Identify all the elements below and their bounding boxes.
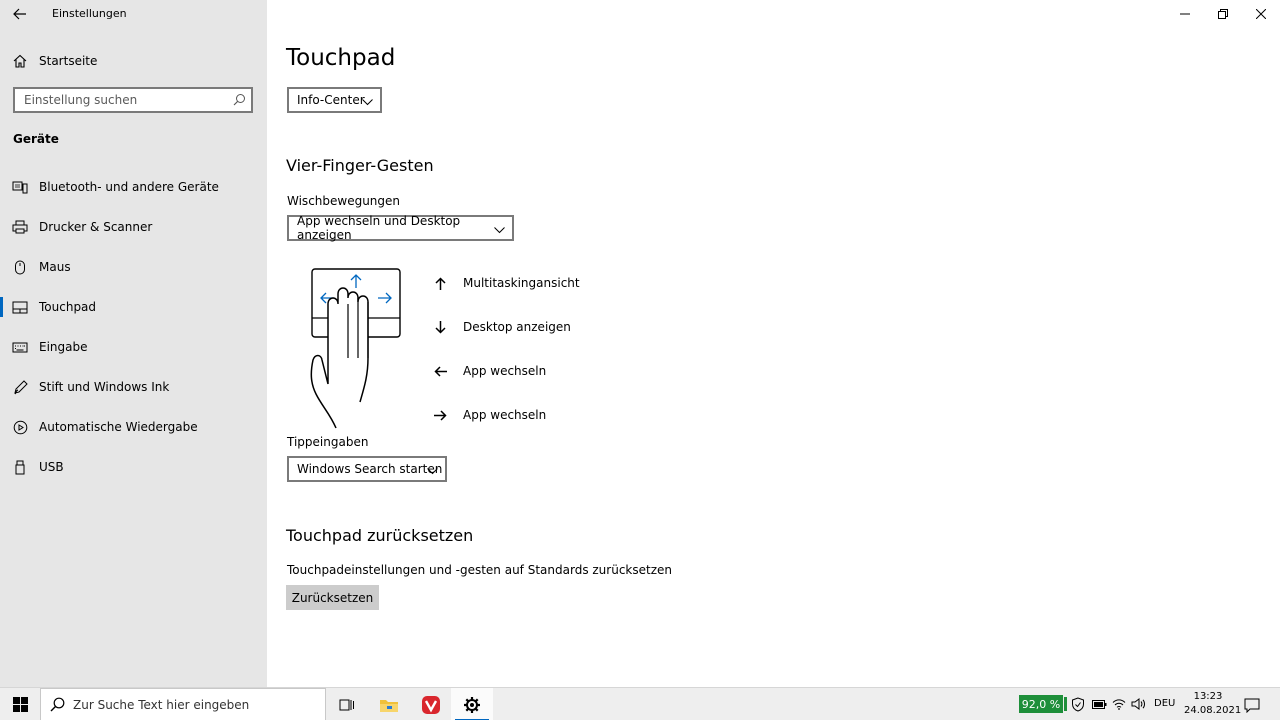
sidebar-item-printer[interactable] bbox=[0, 207, 267, 247]
page-title: Touchpad bbox=[286, 45, 396, 71]
pen-icon bbox=[12, 379, 28, 395]
sidebar-item-mouse[interactable] bbox=[0, 247, 267, 287]
sidebar-item-label: Eingabe bbox=[39, 340, 88, 354]
sidebar-item-label: USB bbox=[39, 460, 64, 474]
restore-button[interactable] bbox=[1204, 0, 1242, 28]
swipe-label: Wischbewegungen bbox=[287, 194, 401, 208]
action-center-button[interactable] bbox=[1240, 695, 1264, 715]
sidebar-item-label: Stift und Windows Ink bbox=[39, 380, 170, 394]
sidebar-item-input[interactable] bbox=[0, 327, 267, 367]
sidebar-item-label: Automatische Wiedergabe bbox=[39, 420, 198, 434]
vivaldi-button[interactable] bbox=[410, 688, 452, 720]
gear-icon bbox=[463, 696, 481, 714]
taskbar-search-input[interactable] bbox=[73, 695, 318, 715]
clock-date: 24.08.2021 bbox=[1184, 705, 1242, 716]
task-view-icon bbox=[339, 698, 355, 712]
reset-heading: Touchpad zurücksetzen bbox=[286, 526, 474, 545]
gesture-label: Desktop anzeigen bbox=[463, 320, 571, 334]
task-view-button[interactable] bbox=[326, 688, 368, 720]
dropdown-value: App wechseln und Desktop anzeigen bbox=[297, 214, 461, 242]
home-icon bbox=[12, 53, 28, 69]
chevron-down-icon bbox=[362, 95, 373, 109]
dropdown-value: Info-Center bbox=[297, 93, 365, 107]
gesture-label: Multitaskingansicht bbox=[463, 276, 580, 290]
sidebar-item-label: Maus bbox=[39, 260, 71, 274]
nav-home-label: Startseite bbox=[39, 54, 98, 68]
sidebar-item-label: Touchpad bbox=[39, 300, 97, 314]
hand-touchpad-illustration bbox=[306, 264, 408, 432]
gesture-left bbox=[432, 361, 547, 381]
chevron-down-icon bbox=[494, 223, 505, 237]
sidebar-item-label: Drucker & Scanner bbox=[39, 220, 153, 234]
sidebar-item-touchpad[interactable] bbox=[0, 287, 267, 327]
swipe-dropdown[interactable] bbox=[287, 215, 514, 241]
tap-label: Tippeingaben bbox=[287, 435, 369, 449]
settings-search-input[interactable] bbox=[15, 89, 215, 111]
sidebar-item-label: Bluetooth- und andere Geräte bbox=[39, 180, 219, 194]
windows-security-icon[interactable] bbox=[1070, 696, 1086, 712]
arrow-up-icon bbox=[432, 277, 448, 290]
gesture-label: App wechseln bbox=[463, 364, 547, 378]
keyboard-icon bbox=[12, 339, 28, 355]
sidebar-item-bluetooth[interactable] bbox=[0, 167, 267, 207]
clock-time: 13:23 bbox=[1193, 691, 1223, 702]
taskbar bbox=[0, 687, 1280, 720]
sidebar-item-autoplay[interactable] bbox=[0, 407, 267, 447]
battery-icon[interactable] bbox=[1091, 696, 1107, 712]
section-title: Geräte bbox=[13, 132, 59, 146]
wifi-icon[interactable] bbox=[1111, 696, 1127, 712]
reset-button[interactable]: Zurücksetzen bbox=[286, 585, 379, 610]
gesture-down bbox=[432, 317, 571, 337]
touchpad-icon bbox=[12, 299, 28, 315]
taskbar-search-box[interactable] bbox=[40, 688, 326, 720]
settings-button[interactable] bbox=[451, 688, 493, 720]
gesture-right bbox=[432, 405, 547, 425]
reset-description: Touchpadeinstellungen und -gesten auf Standards zurücksetzen bbox=[287, 563, 672, 577]
sidebar bbox=[0, 0, 267, 687]
arrow-left-icon bbox=[432, 366, 448, 377]
back-arrow-icon bbox=[13, 8, 27, 20]
mouse-icon bbox=[12, 259, 28, 275]
language-indicator[interactable]: DEU bbox=[1154, 698, 1176, 709]
gesture-up bbox=[432, 273, 580, 293]
sidebar-item-pen[interactable] bbox=[0, 367, 267, 407]
clock[interactable] bbox=[1184, 690, 1242, 718]
battery-percentage-badge[interactable]: 92,0 % bbox=[1019, 695, 1063, 713]
minimize-button[interactable] bbox=[1166, 0, 1204, 28]
arrow-right-icon bbox=[432, 410, 448, 421]
windows-logo-icon bbox=[13, 697, 28, 712]
close-button[interactable] bbox=[1242, 0, 1280, 28]
tray-divider-icon bbox=[1063, 696, 1069, 712]
chevron-down-icon bbox=[427, 464, 438, 478]
nav-home[interactable] bbox=[0, 41, 267, 81]
notification-icon bbox=[1244, 698, 1260, 713]
autoplay-icon bbox=[12, 419, 28, 435]
sidebar-item-usb[interactable] bbox=[0, 447, 267, 487]
minimize-icon bbox=[1180, 9, 1190, 19]
dropdown-value: Windows Search starten bbox=[297, 462, 443, 476]
usb-icon bbox=[12, 459, 28, 475]
bluetooth-devices-icon bbox=[12, 179, 28, 195]
info-center-dropdown[interactable] bbox=[287, 87, 382, 113]
vivaldi-icon bbox=[421, 695, 441, 715]
back-button[interactable] bbox=[8, 2, 32, 26]
app-title: Einstellungen bbox=[52, 7, 127, 20]
volume-icon[interactable] bbox=[1130, 696, 1146, 712]
start-button[interactable] bbox=[0, 688, 40, 720]
close-icon bbox=[1256, 9, 1266, 19]
arrow-down-icon bbox=[432, 321, 448, 334]
gesture-label: App wechseln bbox=[463, 408, 547, 422]
restore-icon bbox=[1218, 9, 1228, 19]
tap-dropdown[interactable] bbox=[287, 456, 447, 482]
settings-search-box[interactable] bbox=[13, 87, 253, 113]
folder-icon bbox=[379, 697, 399, 713]
printer-icon bbox=[12, 219, 28, 235]
file-explorer-button[interactable] bbox=[368, 688, 410, 720]
search-icon[interactable] bbox=[233, 93, 246, 109]
search-icon bbox=[50, 697, 65, 715]
four-finger-heading: Vier-Finger-Gesten bbox=[286, 156, 434, 175]
